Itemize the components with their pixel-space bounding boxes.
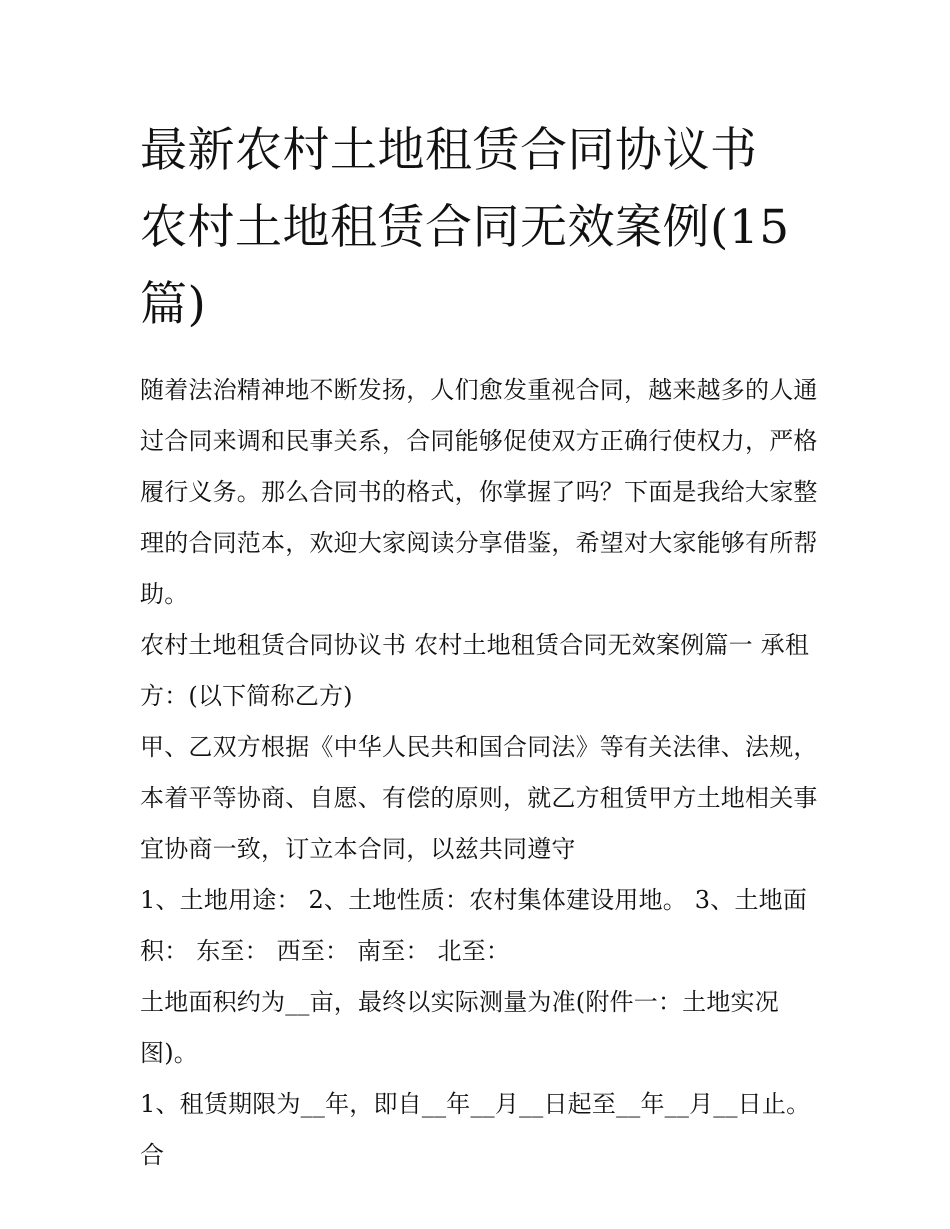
document-page (140, 112, 820, 1181)
land-area-paragraph: 土地面积约为__亩，最终以实际测量为准(附件一：土地实况图)。 (140, 988, 779, 1067)
lease-term-paragraph: 1、租赁期限为__年，即自__年__月__日起至__年__月__日止。合 (140, 1090, 811, 1169)
intro-paragraph: 随着法治精神地不断发扬，人们愈发重视合同，越来越多的人通过合同来调和民事关系，合同能够促使双方正确行使权力，严格履行义务。那么合同书的格式，你掌握了吗？下面是我给大家整理的合同范本，欢迎大家阅读分享借鉴，希望对大家能够有所帮助。 (140, 376, 818, 608)
section-heading-paragraph: 农村土地租赁合同协议书 农村土地租赁合同无效案例篇一 承租方：(以下简称乙方) (140, 631, 810, 710)
land-details-paragraph: 1、土地用途： 2、土地性质：农村集体建设用地。 3、土地面积： 东至： 西至： 南至： 北至： (140, 886, 808, 965)
agreement-basis-paragraph: 甲、乙双方根据《中华人民共和国合同法》等有关法律、法规，本着平等协商、自愿、有偿的原则，就乙方租赁甲方土地相关事宜协商一致，订立本合同，以兹共同遵守 (140, 733, 818, 863)
title-line-1: 最新农村土地租赁合同协议书 (140, 123, 758, 178)
title-line-2: 农村土地租赁合同无效案例(15 (140, 200, 790, 255)
title-line-3: 篇) (140, 277, 207, 332)
document-title (140, 112, 820, 343)
